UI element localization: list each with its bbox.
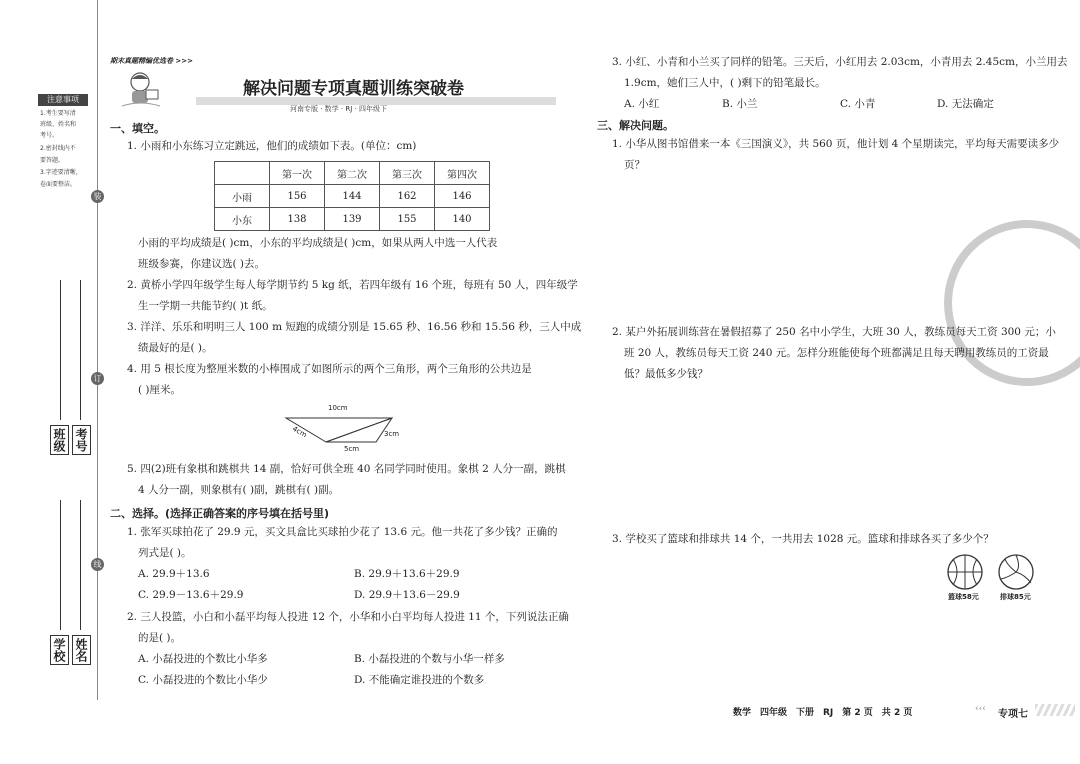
option-text: D. 不能确定谁投进的个数多 bbox=[354, 674, 485, 686]
question-text: 班 20 人，教练员每天工资 240 元。怎样分班能使每个班都满足且每天聘用教练员的工资最 bbox=[624, 347, 1049, 359]
binding-dot: 装 bbox=[91, 190, 104, 203]
notice-line: 要答题。 bbox=[40, 157, 65, 164]
volleyball-price: 排球85元 bbox=[1000, 593, 1031, 601]
option-text: A. 小红 bbox=[624, 98, 660, 110]
section-heading: 三、解决问题。 bbox=[597, 119, 674, 132]
triangle-figure: 10cm 4cm 3cm 5cm bbox=[284, 404, 414, 456]
binding-dot: 订 bbox=[91, 372, 104, 385]
notice-line: 卷面要整洁。 bbox=[40, 181, 77, 188]
section-tag: 专项七 bbox=[998, 709, 1028, 720]
question-text: 5. 四(2)班有象棋和跳棋共 14 副，恰好可供全班 40 名同学同时使用。象棋 2 人分一副，跳棋 bbox=[127, 463, 566, 475]
class-label: 班级 bbox=[50, 425, 69, 455]
notice-title: 注意事项 bbox=[38, 94, 88, 106]
page-subtitle: 河南专版 · 数学 · RJ · 四年级下 bbox=[290, 105, 387, 113]
question-text: 1.9cm，她们三人中，( )剩下的铅笔最长。 bbox=[624, 77, 826, 89]
question-text: 生一学期一共能节约( )t 纸。 bbox=[138, 300, 273, 312]
option-text: B. 29.9＋13.6＋29.9 bbox=[354, 568, 460, 580]
question-text: 4 人分一副，则象棋有( )副，跳棋有( )副。 bbox=[138, 484, 340, 496]
question-text: 绩最好的是( )。 bbox=[138, 342, 213, 354]
series-label: 期末真题精编优选卷 >>> bbox=[110, 57, 194, 65]
question-text: 列式是( )。 bbox=[138, 547, 192, 559]
notice-line: 班级、姓名和 bbox=[40, 121, 77, 128]
section-heading: 一、填空。 bbox=[110, 122, 165, 135]
notice-line: 1.考生要写清 bbox=[40, 110, 76, 117]
question-text: 低？最低多少钱？ bbox=[624, 368, 708, 380]
question-text: 1. 张军买球拍花了 29.9 元，买文具盒比买球拍少花了 13.6 元。他一共花了多少钱？正确的 bbox=[127, 526, 558, 538]
option-text: C. 小青 bbox=[840, 98, 876, 110]
cartoon-boy-icon bbox=[118, 70, 162, 110]
question-text: 2. 黄桥小学四年级学生每人每学期节约 5 kg 纸，若四年级有 16 个班，每班有 50 人，四年级学 bbox=[127, 279, 578, 291]
basketball-price: 篮球58元 bbox=[948, 593, 979, 601]
question-text: 的是( )。 bbox=[138, 632, 182, 644]
question-text: 2. 三人投篮，小白和小磊平均每人投进 12 个，小华和小白平均每人投进 11 个，下列说法正确 bbox=[127, 611, 569, 623]
score-table: 第一次 第二次 第三次 第四次 小雨 156 144 162 146 小东 138 139 155 140 bbox=[214, 161, 490, 231]
chevron-left-icon: ‹‹‹ bbox=[975, 704, 986, 714]
option-text: A. 小磊投进的个数比小华多 bbox=[138, 653, 268, 665]
volleyball-icon bbox=[997, 553, 1035, 591]
question-text: 1. 小雨和小东练习立定跳远，他们的成绩如下表。(单位：cm) bbox=[127, 140, 417, 152]
binding-dot: 线 bbox=[91, 558, 104, 571]
notice-line: 2.密封线内不 bbox=[40, 145, 76, 152]
question-text: 页？ bbox=[624, 159, 645, 171]
option-text: B. 小兰 bbox=[722, 98, 758, 110]
option-text: D. 无法确定 bbox=[937, 98, 994, 110]
option-text: C. 29.9－13.6＋29.9 bbox=[138, 589, 244, 601]
school-label: 学校 bbox=[50, 635, 69, 665]
exam-number-label: 考号 bbox=[72, 425, 91, 455]
option-text: B. 小磊投进的个数与小华一样多 bbox=[354, 653, 505, 665]
question-text: 3. 小红、小青和小兰买了同样的铅笔。三天后，小红用去 2.03cm，小青用去 2.45cm，小兰用去 bbox=[612, 56, 1068, 68]
option-text: A. 29.9＋13.6 bbox=[138, 568, 210, 580]
question-text: 3. 洋洋、乐乐和明明三人 100 m 短跑的成绩分别是 15.65 秒、16.56 秒和 15.56 秒，三人中成 bbox=[127, 321, 582, 333]
question-text: 班级参赛，你建议选( )去。 bbox=[138, 258, 266, 270]
question-text: 1. 小华从图书馆借来一本《三国演义》，共 560 页，他计划 4 个星期读完，平均每天需要读多少 bbox=[612, 138, 1060, 150]
page-title: 解决问题专项真题训练突破卷 bbox=[243, 79, 464, 99]
question-text: 3. 学校买了篮球和排球共 14 个，一共用去 1028 元。篮球和排球各买了多少个？ bbox=[612, 533, 994, 545]
question-text: 小雨的平均成绩是( )cm，小东的平均成绩是( )cm，如果从两人中选一人代表 bbox=[138, 237, 498, 249]
footer-stripes bbox=[1035, 704, 1075, 716]
notice-line: 考号。 bbox=[40, 132, 59, 139]
stamp-watermark bbox=[944, 220, 1080, 386]
basketball-icon bbox=[946, 553, 984, 591]
option-text: C. 小磊投进的个数比小华少 bbox=[138, 674, 268, 686]
section-heading: 二、选择。(选择正确答案的序号填在括号里) bbox=[110, 507, 330, 520]
question-text: 2. 某户外拓展训练营在暑假招募了 250 名中小学生，大班 30 人，教练员每天工资 300 元；小 bbox=[612, 326, 1056, 338]
option-text: D. 29.9＋13.6－29.9 bbox=[354, 589, 460, 601]
footer-info: 数学 四年级 下册 RJ 第 2 页 共 2 页 bbox=[733, 708, 913, 718]
name-label: 姓名 bbox=[72, 635, 91, 665]
question-text: 4. 用 5 根长度为整厘米数的小棒围成了如图所示的两个三角形，两个三角形的公共边是 bbox=[127, 363, 532, 375]
notice-line: 3.字迹要清晰， bbox=[40, 169, 82, 176]
question-text: ( )厘米。 bbox=[138, 384, 182, 396]
